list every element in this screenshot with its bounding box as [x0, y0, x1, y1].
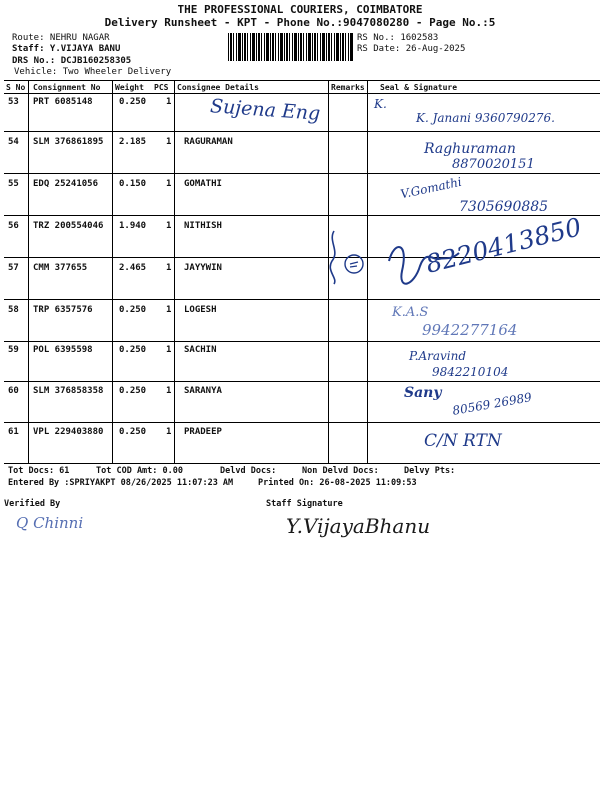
row-divider: [4, 173, 600, 174]
header-consignment: Consignment No: [33, 83, 101, 92]
row-weight: 0.250: [119, 345, 147, 355]
row-consignment: EDQ 25241056: [33, 179, 99, 189]
row-sno: 53: [8, 97, 19, 107]
header-seal: Seal & Signature: [380, 83, 458, 92]
row-pcs: 1: [166, 97, 172, 107]
row-weight: 0.250: [119, 427, 147, 437]
staff-signature: Y.VijayaBhanu: [286, 514, 431, 538]
runsheet-subtitle: Delivery Runsheet - KPT - Phone No.:9047080280 - Page No.:5: [104, 16, 496, 29]
row-consignment: SLM 376858358: [33, 386, 104, 396]
header-remarks: Remarks: [331, 83, 365, 92]
row-divider: [4, 381, 600, 382]
handwritten-signature: K.: [374, 97, 387, 111]
handwritten-phone: 9942277164: [422, 321, 518, 339]
total-docs: Tot Docs: 61: [8, 466, 70, 476]
row-pcs: 1: [166, 137, 172, 147]
company-title: THE PROFESSIONAL COURIERS, COIMBATORE: [177, 3, 423, 16]
row-sno: 56: [8, 221, 19, 231]
staff-signature-label: Staff Signature: [266, 499, 343, 509]
row-weight: 2.465: [119, 263, 147, 273]
row-consignee: NITHISH: [184, 221, 222, 231]
column-divider: [112, 81, 113, 463]
staff-text: Staff: Y.VIJAYA BANU: [12, 44, 121, 54]
row-weight: 1.940: [119, 221, 147, 231]
vehicle-text: Vehicle: Two Wheeler Delivery: [14, 67, 172, 77]
row-pcs: 1: [166, 305, 172, 315]
row-consignee: RAGURAMAN: [184, 137, 233, 147]
row-consignment: CMM 377655: [33, 263, 88, 273]
row-weight: 0.150: [119, 179, 147, 189]
row-weight: 0.250: [119, 386, 147, 396]
row-pcs: 1: [166, 386, 172, 396]
header-pcs: PCS: [154, 83, 169, 92]
row-consignment: TRZ 200554046: [33, 221, 104, 231]
handwritten-signature: Sany: [404, 385, 442, 401]
route-text: Route: NEHRU NAGAR: [12, 33, 110, 43]
remarks-scribble-icon: [322, 226, 372, 286]
drs-number: DRS No.: DCJB160258305: [12, 56, 132, 66]
handwritten-signature: P.Aravind: [409, 349, 467, 363]
row-weight: 2.185: [119, 137, 147, 147]
column-divider: [174, 81, 175, 463]
handwritten-signature: V.Gomathi: [399, 174, 463, 202]
runsheet-table: [4, 80, 600, 464]
row-sno: 57: [8, 263, 19, 273]
rs-number: RS No.: 1602583: [357, 33, 439, 43]
handwritten-signature: K. Janani 9360790276.: [416, 111, 555, 125]
handwritten-phone: 7305690885: [459, 199, 549, 215]
row-consignee: PRADEEP: [184, 427, 222, 437]
row-pcs: 1: [166, 179, 172, 189]
row-consignee: LOGESH: [184, 305, 217, 315]
header-consignee: Consignee Details: [177, 83, 259, 92]
row-sno: 58: [8, 305, 19, 315]
verifier-signature: Q Chinni: [16, 514, 84, 532]
row-divider: [4, 215, 600, 216]
row-consignee: SARANYA: [184, 386, 222, 396]
row-sno: 60: [8, 386, 19, 396]
entered-by: Entered By :SPRIYAKPT 08/26/2025 11:07:23 AM: [8, 478, 234, 488]
row-consignee: SACHIN: [184, 345, 217, 355]
row-weight: 0.250: [119, 97, 147, 107]
total-cod: Tot COD Amt: 0.00: [96, 466, 183, 476]
handwritten-phone: 9842210104: [432, 365, 509, 379]
row-pcs: 1: [166, 345, 172, 355]
row-divider: [4, 341, 600, 342]
row-sno: 59: [8, 345, 19, 355]
row-sno: 61: [8, 427, 19, 437]
non-delivered-docs: Non Delvd Docs:: [302, 466, 379, 476]
row-pcs: 1: [166, 263, 172, 273]
row-divider: [4, 422, 600, 423]
handwritten-phone: 8870020151: [452, 157, 535, 172]
row-consignment: PRT 6085148: [33, 97, 93, 107]
barcode-image: [228, 33, 353, 61]
row-divider: [4, 299, 600, 300]
header-divider: [4, 93, 600, 94]
column-divider: [28, 81, 29, 463]
row-consignment: VPL 229403880: [33, 427, 104, 437]
delivered-docs: Delvd Docs:: [220, 466, 277, 476]
row-pcs: 1: [166, 221, 172, 231]
handwritten-signature: Raghuraman: [424, 141, 516, 157]
row-weight: 0.250: [119, 305, 147, 315]
printed-on: Printed On: 26-08-2025 11:09:53: [258, 478, 417, 488]
delivery-points: Delvy Pts:: [404, 466, 456, 476]
row-divider: [4, 131, 600, 132]
handwritten-remark: C/N RTN: [424, 431, 502, 451]
row-sno: 55: [8, 179, 19, 189]
verified-by-label: Verified By: [4, 499, 61, 509]
header-sno: S No: [6, 83, 26, 92]
handwritten-signature: K.A.S: [392, 305, 429, 320]
row-consignment: SLM 376861895: [33, 137, 104, 147]
row-sno: 54: [8, 137, 19, 147]
row-consignment: POL 6395598: [33, 345, 93, 355]
handwritten-phone: 80569 26989: [451, 390, 533, 418]
row-pcs: 1: [166, 427, 172, 437]
handwritten-consignee: Sujena Eng: [209, 95, 321, 125]
row-consignee: GOMATHI: [184, 179, 222, 189]
row-consignment: TRP 6357576: [33, 305, 93, 315]
header-weight: Weight: [115, 83, 144, 92]
row-consignee: JAYYWIN: [184, 263, 222, 273]
rs-date: RS Date: 26-Aug-2025: [357, 44, 466, 54]
handwritten-phone: 8220413850: [422, 212, 585, 279]
